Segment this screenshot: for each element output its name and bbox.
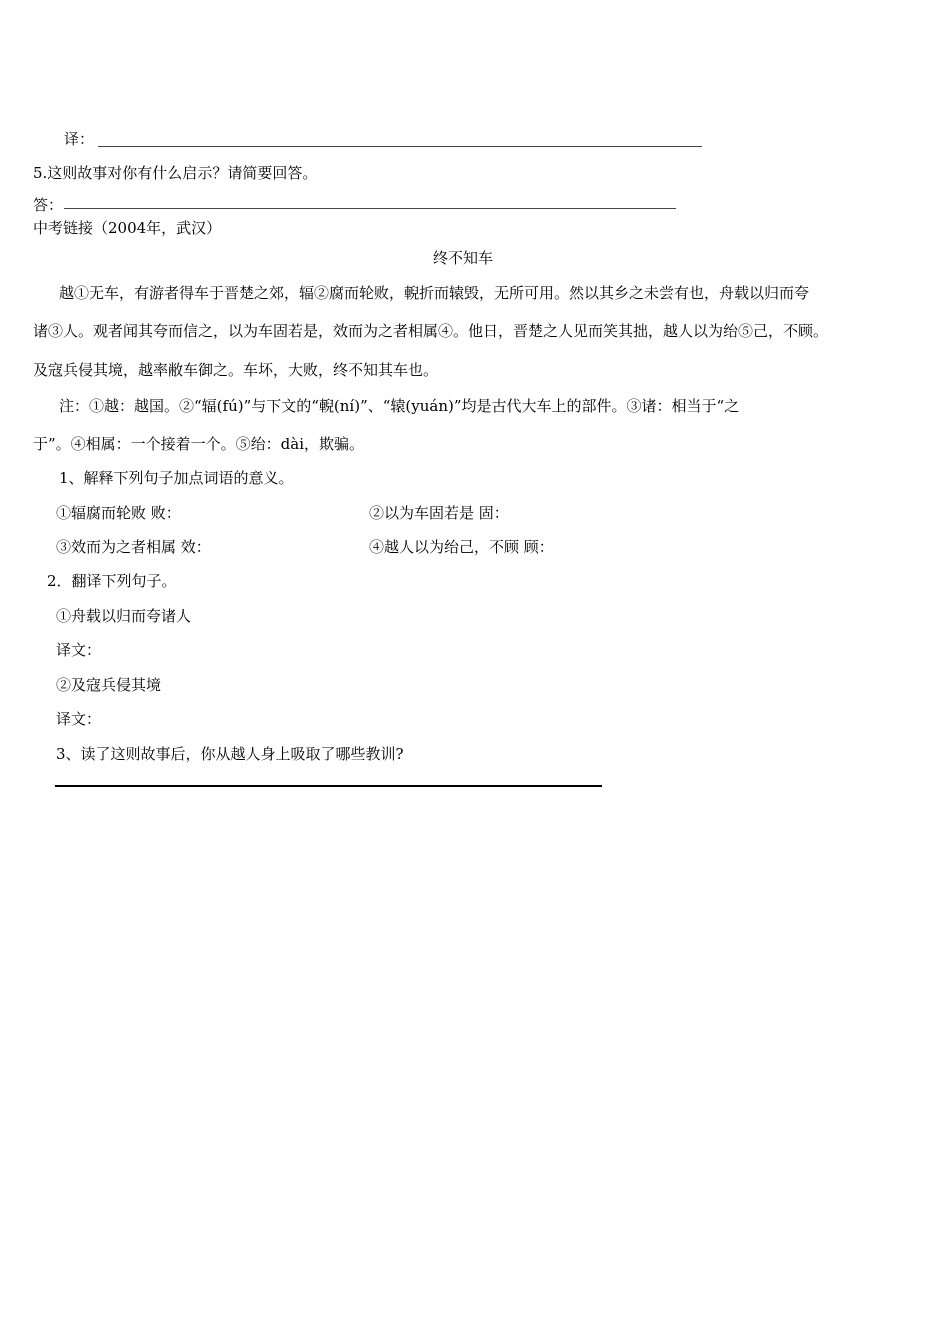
q2-sentence-2: ②及寇兵侵其境	[56, 676, 162, 694]
passage-title: 终不知车	[433, 249, 494, 267]
q3-answer-line	[55, 785, 602, 787]
notes-line-1: 注：①越：越国。②“辐(fú)”与下文的“輗(ní)”、“辕(yuán)”均是古代大车上的部件。③诸：相当于“之	[59, 397, 740, 415]
passage-line-1: 越①无车，有游者得车于晋楚之郊，辐②腐而轮败，輗折而辕毁，无所可用。然以其乡之未尝有也，舟载以归而夸	[59, 284, 810, 302]
passage-line-3: 及寇兵侵其境，越率敝车御之。车坏，大败，终不知其车也。	[33, 361, 439, 379]
link-heading: 中考链接（2004年，武汉）	[33, 219, 222, 237]
question-2-title: 2．翻译下列句子。	[47, 572, 177, 590]
q1-item-4: ④越人以为绐己，不顾 顾：	[369, 538, 554, 556]
q2-translation-label-2: 译文：	[56, 710, 102, 728]
q1-item-3: ③效而为之者相属 效：	[56, 538, 211, 556]
translate-answer-line	[98, 146, 702, 147]
answer-line	[64, 208, 676, 209]
notes-line-2: 于”。④相属：一个接着一个。⑤绐：dài，欺骗。	[33, 435, 365, 453]
question-1-title: 1、解释下列句子加点词语的意义。	[59, 469, 294, 487]
question-5: 5.这则故事对你有什么启示？请简要回答。	[33, 164, 318, 182]
q2-sentence-1: ①舟载以归而夸诸人	[56, 607, 192, 625]
answer-label: 答：	[33, 196, 64, 214]
translate-label: 译：	[64, 130, 95, 148]
question-3-title: 3、读了这则故事后，你从越人身上吸取了哪些教训?	[56, 745, 404, 763]
q2-translation-label-1: 译文：	[56, 641, 102, 659]
q1-item-1: ①辐腐而轮败 败：	[56, 504, 181, 522]
q1-item-2: ②以为车固若是 固：	[369, 504, 509, 522]
passage-line-2: 诸③人。观者闻其夸而信之，以为车固若是，效而为之者相属④。他日，晋楚之人见而笑其拙，越人以为绐⑤己，不顾。	[33, 322, 829, 340]
